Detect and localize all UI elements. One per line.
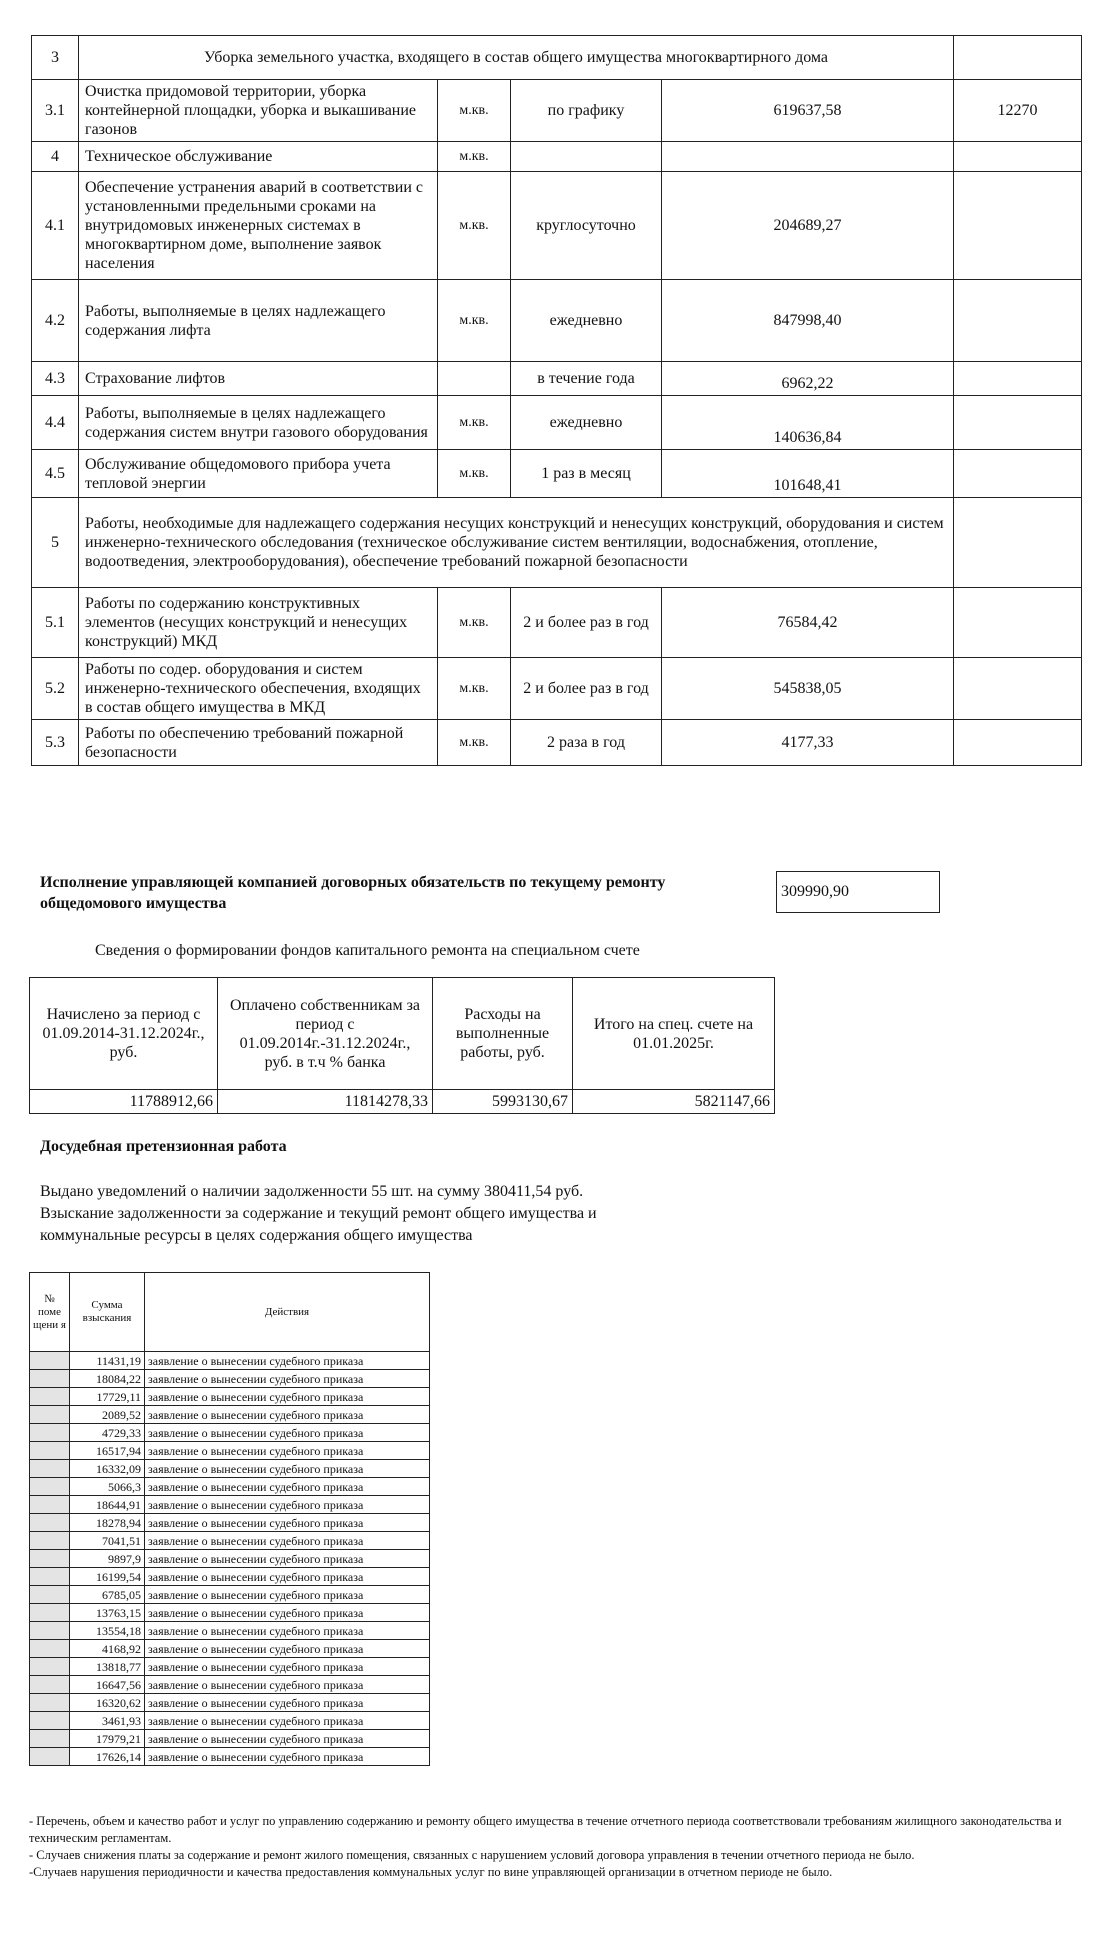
debt-amount: 13818,77 (70, 1658, 145, 1676)
service-row (32, 172, 1082, 280)
debt-action: заявление о вынесении судебного приказа (145, 1478, 430, 1496)
debt-room-redacted (30, 1676, 70, 1694)
capital-header: Расходы на выполненные работы, руб. (433, 978, 573, 1090)
pretrial-line: Взыскание задолженности за содержание и текущий ремонт общего имущества и (40, 1205, 597, 1222)
service-period: в течение года (511, 362, 662, 396)
service-period (511, 142, 662, 172)
debt-amount: 18644,91 (70, 1496, 145, 1514)
debt-room-redacted (30, 1730, 70, 1748)
debt-amount: 16647,56 (70, 1676, 145, 1694)
debt-action: заявление о вынесении судебного приказа (145, 1388, 430, 1406)
debt-row (30, 1694, 430, 1712)
debt-room-redacted (30, 1388, 70, 1406)
debt-action: заявление о вынесении судебного приказа (145, 1658, 430, 1676)
debt-row (30, 1586, 430, 1604)
debt-row (30, 1712, 430, 1730)
service-number: 3 (32, 36, 79, 80)
debt-amount: 16517,94 (70, 1442, 145, 1460)
debt-amount: 5066,3 (70, 1478, 145, 1496)
service-extra (954, 450, 1082, 498)
debt-action: заявление о вынесении судебного приказа (145, 1550, 430, 1568)
debt-row (30, 1748, 430, 1766)
service-period: 2 и более раз в год (511, 658, 662, 720)
service-unit: м.кв. (438, 172, 511, 280)
service-number: 4 (32, 142, 79, 172)
capital-header: Начислено за период с 01.09.2014-31.12.2024г., руб. (30, 978, 218, 1090)
service-unit: м.кв. (438, 396, 511, 450)
debt-row (30, 1478, 430, 1496)
debt-action: заявление о вынесении судебного приказа (145, 1622, 430, 1640)
debt-action: заявление о вынесении судебного приказа (145, 1730, 430, 1748)
service-extra (954, 498, 1082, 588)
service-period: 2 раза в год (511, 720, 662, 766)
debt-amount: 18278,94 (70, 1514, 145, 1532)
service-period: ежедневно (511, 280, 662, 362)
service-name: Работы, выполняемые в целях надлежащего содержания систем внутри газового оборудования (79, 396, 438, 450)
debt-amount: 16332,09 (70, 1460, 145, 1478)
service-name: Работы по содер. оборудования и систем инженерно-технического обеспечения, входящих в состав общего имущества в МКД (79, 658, 438, 720)
debt-room-redacted (30, 1514, 70, 1532)
debt-action: заявление о вынесении судебного приказа (145, 1568, 430, 1586)
capital-value: 5821147,66 (573, 1090, 775, 1114)
service-row (32, 362, 1082, 396)
debt-room-redacted (30, 1550, 70, 1568)
debt-row (30, 1532, 430, 1550)
footnotes (29, 1813, 1079, 1881)
service-extra (954, 658, 1082, 720)
service-number: 4.3 (32, 362, 79, 396)
debt-action: заявление о вынесении судебного приказа (145, 1604, 430, 1622)
debt-action: заявление о вынесении судебного приказа (145, 1694, 430, 1712)
debt-room-redacted (30, 1622, 70, 1640)
service-row (32, 588, 1082, 658)
service-extra (954, 172, 1082, 280)
debt-room-redacted (30, 1370, 70, 1388)
service-row (32, 658, 1082, 720)
debt-action: заявление о вынесении судебного приказа (145, 1514, 430, 1532)
service-extra: 12270 (954, 80, 1082, 142)
service-extra (954, 142, 1082, 172)
debt-row (30, 1604, 430, 1622)
service-row (32, 142, 1082, 172)
service-amount: 140636,84 (662, 396, 954, 450)
footnote: - Случаев снижения платы за содержание и ремонт жилого помещения, связанных с нарушением условий договора управления в течении отчетного периода не было. (29, 1848, 915, 1862)
debt-action: заявление о вынесении судебного приказа (145, 1442, 430, 1460)
debt-amount: 2089,52 (70, 1406, 145, 1424)
service-period: 2 и более раз в год (511, 588, 662, 658)
service-unit: м.кв. (438, 588, 511, 658)
service-name: Обслуживание общедомового прибора учета тепловой энергии (79, 450, 438, 498)
service-unit: м.кв. (438, 450, 511, 498)
debts-header: Сумма взыскания (70, 1273, 145, 1352)
debt-action: заявление о вынесении судебного приказа (145, 1352, 430, 1370)
debt-room-redacted (30, 1748, 70, 1766)
service-amount: 6962,22 (662, 362, 954, 396)
capital-value: 11788912,66 (30, 1090, 218, 1114)
debts-table (29, 1272, 430, 1766)
service-amount: 545838,05 (662, 658, 954, 720)
service-row (32, 450, 1082, 498)
debt-row (30, 1406, 430, 1424)
debts-header: № поме щени я (30, 1273, 70, 1352)
debt-room-redacted (30, 1496, 70, 1514)
debt-row (30, 1388, 430, 1406)
service-extra (954, 362, 1082, 396)
debt-row (30, 1568, 430, 1586)
service-number: 5.1 (32, 588, 79, 658)
debt-action: заявление о вынесении судебного приказа (145, 1424, 430, 1442)
service-row (32, 80, 1082, 142)
service-unit: м.кв. (438, 720, 511, 766)
service-amount: 101648,41 (662, 450, 954, 498)
pretrial-line: Выдано уведомлений о наличии задолженности 55 шт. на сумму 380411,54 руб. (40, 1183, 584, 1200)
service-number: 4.2 (32, 280, 79, 362)
debt-row (30, 1370, 430, 1388)
debt-row (30, 1460, 430, 1478)
debt-row (30, 1640, 430, 1658)
debt-room-redacted (30, 1478, 70, 1496)
capital-table (29, 977, 775, 1114)
service-unit (438, 362, 511, 396)
service-extra (954, 720, 1082, 766)
debt-amount: 18084,22 (70, 1370, 145, 1388)
service-section-title: Работы, необходимые для надлежащего содержания несущих конструкций и ненесущих конструкций, оборудования и систем инженерно-технического обследования (техническое обслуживание систем вентиляции, водоснабжения, отопление, водоотведения, электрооборудования), обеспечение требований пожарной безопасности (79, 498, 954, 588)
debt-row (30, 1676, 430, 1694)
debt-action: заявление о вынесении судебного приказа (145, 1460, 430, 1478)
service-number: 5.3 (32, 720, 79, 766)
service-unit: м.кв. (438, 658, 511, 720)
debt-room-redacted (30, 1460, 70, 1478)
service-period: круглосуточно (511, 172, 662, 280)
debt-amount: 17979,21 (70, 1730, 145, 1748)
debt-row (30, 1622, 430, 1640)
service-number: 3.1 (32, 80, 79, 142)
service-number: 4.5 (32, 450, 79, 498)
debt-row (30, 1730, 430, 1748)
debt-room-redacted (30, 1442, 70, 1460)
debt-action: заявление о вынесении судебного приказа (145, 1370, 430, 1388)
service-name: Обеспечение устранения аварий в соответствии с установленными предельными сроками на внутридомовых инженерных системах в многоквартирном доме, выполнение заявок населения (79, 172, 438, 280)
debt-amount: 4168,92 (70, 1640, 145, 1658)
service-extra (954, 588, 1082, 658)
capital-caption: Сведения о формировании фондов капитального ремонта на специальном счете (95, 942, 640, 959)
service-row (32, 498, 1082, 588)
debt-room-redacted (30, 1568, 70, 1586)
capital-header: Итого на спец. счете на 01.01.2025г. (573, 978, 775, 1090)
service-unit: м.кв. (438, 280, 511, 362)
service-number: 5 (32, 498, 79, 588)
debt-room-redacted (30, 1604, 70, 1622)
service-number: 4.4 (32, 396, 79, 450)
repair-value: 309990,90 (776, 871, 940, 913)
footnote: - Перечень, объем и качество работ и услуг по управлению содержанию и ремонту общего имущества в течение отчетного периода соответствовали требованиям жилищного законодательства и техническим регламентам. (29, 1814, 1062, 1845)
service-name: Очистка придомовой территории, уборка контейнерной площадки, уборка и выкашивание газонов (79, 80, 438, 142)
service-amount (662, 142, 954, 172)
debt-amount: 4729,33 (70, 1424, 145, 1442)
service-number: 5.2 (32, 658, 79, 720)
service-number: 4.1 (32, 172, 79, 280)
service-extra (954, 280, 1082, 362)
debt-action: заявление о вынесении судебного приказа (145, 1496, 430, 1514)
debt-action: заявление о вынесении судебного приказа (145, 1640, 430, 1658)
services-table (31, 35, 1082, 766)
service-amount: 619637,58 (662, 80, 954, 142)
repair-label: Исполнение управляющей компанией договорных обязательств по текущему ремонту общедомового имущества (40, 874, 666, 912)
debt-action: заявление о вынесении судебного приказа (145, 1748, 430, 1766)
service-name: Работы по обеспечению требований пожарной безопасности (79, 720, 438, 766)
service-name: Страхование лифтов (79, 362, 438, 396)
debt-amount: 3461,93 (70, 1712, 145, 1730)
debt-amount: 6785,05 (70, 1586, 145, 1604)
debt-action: заявление о вынесении судебного приказа (145, 1712, 430, 1730)
pretrial-line: коммунальные ресурсы в целях содержания общего имущества (40, 1227, 473, 1244)
service-row (32, 280, 1082, 362)
service-amount: 76584,42 (662, 588, 954, 658)
debt-row (30, 1658, 430, 1676)
service-name: Работы, выполняемые в целях надлежащего содержания лифта (79, 280, 438, 362)
service-row (32, 396, 1082, 450)
debt-action: заявление о вынесении судебного приказа (145, 1532, 430, 1550)
debt-action: заявление о вынесении судебного приказа (145, 1406, 430, 1424)
debt-amount: 13554,18 (70, 1622, 145, 1640)
debt-row (30, 1496, 430, 1514)
capital-header: Оплачено собственникам за период с 01.09.2014г.-31.12.2024г., руб. в т.ч % банка (218, 978, 433, 1090)
debt-action: заявление о вынесении судебного приказа (145, 1586, 430, 1604)
service-unit: м.кв. (438, 80, 511, 142)
debt-amount: 17729,11 (70, 1388, 145, 1406)
debt-room-redacted (30, 1658, 70, 1676)
debt-amount: 7041,51 (70, 1532, 145, 1550)
capital-value: 5993130,67 (433, 1090, 573, 1114)
debt-amount: 17626,14 (70, 1748, 145, 1766)
debt-room-redacted (30, 1640, 70, 1658)
debt-room-redacted (30, 1352, 70, 1370)
service-extra (954, 36, 1082, 80)
service-amount: 4177,33 (662, 720, 954, 766)
service-name: Техническое обслуживание (79, 142, 438, 172)
debt-room-redacted (30, 1406, 70, 1424)
debt-room-redacted (30, 1586, 70, 1604)
footnote: -Случаев нарушения периодичности и качества предоставления коммунальных услуг по вине управляющей организации в отчетном периоде не было. (29, 1865, 833, 1879)
debt-room-redacted (30, 1532, 70, 1550)
debt-row (30, 1442, 430, 1460)
capital-value: 11814278,33 (218, 1090, 433, 1114)
debt-row (30, 1550, 430, 1568)
service-name: Работы по содержанию конструктивных элементов (несущих конструкций и ненесущих конструкций) МКД (79, 588, 438, 658)
debt-row (30, 1514, 430, 1532)
debt-amount: 16199,54 (70, 1568, 145, 1586)
debt-amount: 13763,15 (70, 1604, 145, 1622)
service-amount: 847998,40 (662, 280, 954, 362)
pretrial-title: Досудебная претензионная работа (40, 1138, 287, 1155)
service-period: ежедневно (511, 396, 662, 450)
debt-room-redacted (30, 1694, 70, 1712)
service-row (32, 720, 1082, 766)
service-unit: м.кв. (438, 142, 511, 172)
debts-header: Действия (145, 1273, 430, 1352)
service-amount: 204689,27 (662, 172, 954, 280)
debt-amount: 16320,62 (70, 1694, 145, 1712)
service-period: 1 раз в месяц (511, 450, 662, 498)
service-extra (954, 396, 1082, 450)
debt-amount: 11431,19 (70, 1352, 145, 1370)
debt-amount: 9897,9 (70, 1550, 145, 1568)
service-section-title: Уборка земельного участка, входящего в состав общего имущества многоквартирного дома (79, 36, 954, 80)
pretrial-text (40, 1181, 597, 1247)
debt-room-redacted (30, 1712, 70, 1730)
service-row (32, 36, 1082, 80)
debt-action: заявление о вынесении судебного приказа (145, 1676, 430, 1694)
debt-row (30, 1352, 430, 1370)
debt-row (30, 1424, 430, 1442)
service-period: по графику (511, 80, 662, 142)
debt-room-redacted (30, 1424, 70, 1442)
